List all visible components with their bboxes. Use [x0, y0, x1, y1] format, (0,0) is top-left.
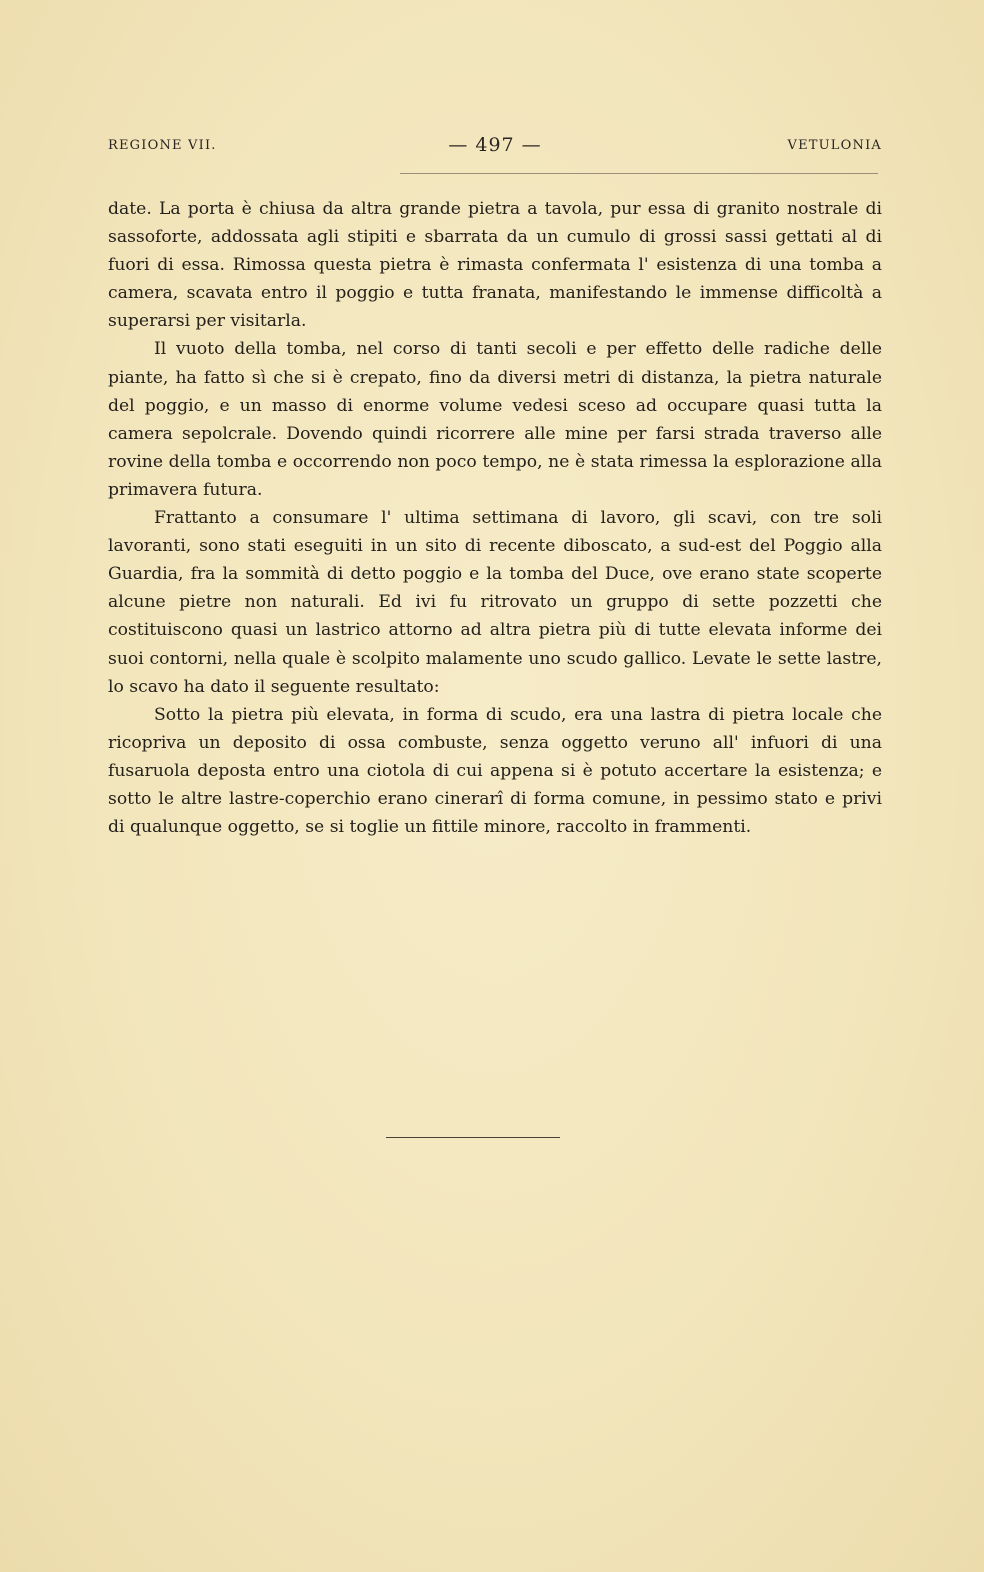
header-rule [400, 173, 878, 174]
paragraph: Il vuoto della tomba, nel corso di tanti secoli e per effetto delle radiche delle piante, ha fatto sì che si è crepato, fino da diversi metri di distanza, la pietra naturale del poggio, e un masso di enorme volume vedesi sceso ad occupare quasi tutta la camera sepolcrale. Dovendo quindi ricorrere alle mine per farsi strada traverso alle rovine della tomba e occorrendo non poco tempo, ne è stata rimessa la esplorazione alla primavera futura. [108, 339, 882, 500]
paragraph: Sotto la pietra più elevata, in forma di scudo, era una lastra di pietra locale che ricopriva un deposito di ossa combuste, senza oggetto veruno all' infuori di una fusaruola deposta entro una ciotola di cui appena si è potuto accertare la esistenza; e sotto le altre lastre-coperchio erano cinerarî di forma comune, in pessimo stato e privi di qualunque oggetto, se si toglie un fittile minore, raccolto in frammenti. [108, 704, 882, 838]
section-end-rule [386, 1137, 560, 1138]
body-text [108, 195, 882, 841]
paragraph: Frattanto a consumare l' ultima settimana di lavoro, gli scavi, con tre soli lavoranti, sono stati eseguiti in un sito di recente diboscato, a sud-est del Poggio alla Guardia, fra la sommità di detto poggio e la tomba del Duce, ove erano state scoperte alcune pietre non naturali. Ed ivi fu ritrovato un gruppo di sette pozzetti che costituiscono quasi un lastrico attorno ad altra pietra più di tutte elevata informe dei suoi contorni, nella quale è scolpito malamente uno scudo gallico. Levate le sette lastre, lo scavo ha dato il seguente resultato: [108, 508, 882, 697]
running-head [108, 136, 882, 158]
page-number: — 497 — [448, 134, 542, 156]
paragraph-continuation: date. La porta è chiusa da altra grande pietra a tavola, pur essa di granito nostrale di sassoforte, addossata agli stipiti e sbarrata da un cumulo di grossi sassi gettati al di fuori di essa. Rimossa questa pietra è rimasta confermata l' esistenza di una tomba a camera, scavata entro il poggio e tutta franata, manifestando le immense difficoltà a superarsi per visitarla. [108, 199, 882, 332]
running-head-title: VETULONIA [787, 138, 882, 153]
running-head-section: REGIONE VII. [108, 138, 217, 153]
